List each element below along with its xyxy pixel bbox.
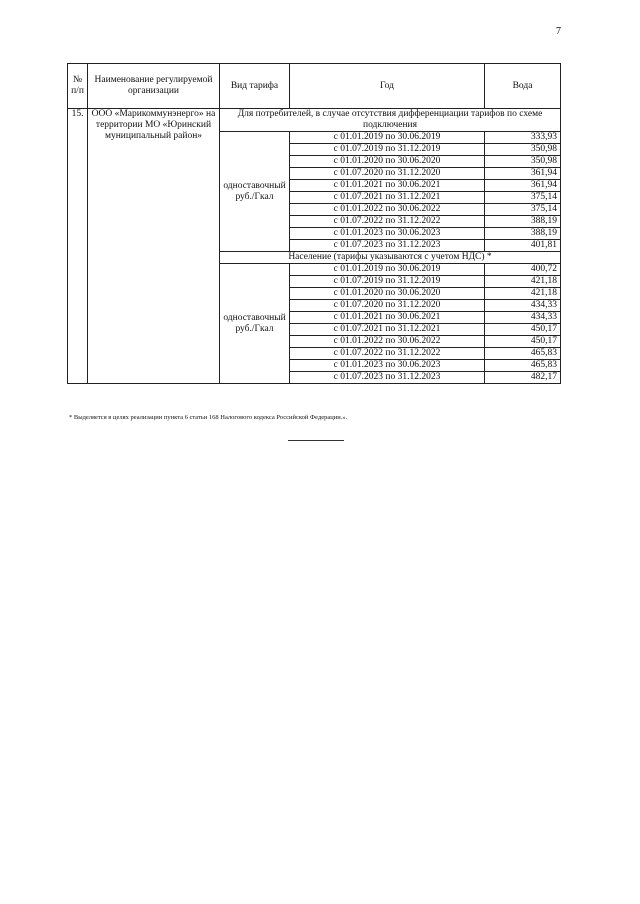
section-title: Население (тарифы указываются с учетом НДС) * xyxy=(220,252,561,264)
header-type: Вид тарифа xyxy=(220,64,290,109)
header-year: Год xyxy=(290,64,485,109)
value-cell: 434,33 xyxy=(485,312,561,324)
period-cell: с 01.01.2022 по 30.06.2022 xyxy=(290,336,485,348)
value-cell: 333,93 xyxy=(485,132,561,144)
period-cell: с 01.07.2022 по 31.12.2022 xyxy=(290,216,485,228)
value-cell: 361,94 xyxy=(485,168,561,180)
value-cell: 400,72 xyxy=(485,264,561,276)
period-cell: с 01.07.2022 по 31.12.2022 xyxy=(290,348,485,360)
period-cell: с 01.07.2021 по 31.12.2021 xyxy=(290,192,485,204)
section-title: Для потребителей, в случае отсутствия дифференциации тарифов по схеме подключения xyxy=(220,109,561,132)
period-cell: с 01.01.2023 по 30.06.2023 xyxy=(290,360,485,372)
period-cell: с 01.01.2023 по 30.06.2023 xyxy=(290,228,485,240)
value-cell: 465,83 xyxy=(485,348,561,360)
period-cell: с 01.07.2019 по 31.12.2019 xyxy=(290,144,485,156)
footnote: * Выделяется в целях реализации пункта 6 статьи 168 Налогового кодекса Российской Федерации.». xyxy=(69,414,348,421)
page-number: 7 xyxy=(556,26,561,37)
period-cell: с 01.01.2019 по 30.06.2019 xyxy=(290,132,485,144)
row-number: 15. xyxy=(68,109,88,384)
value-cell: 350,98 xyxy=(485,144,561,156)
tariff-type: одноставочный руб./Гкал xyxy=(220,132,290,252)
value-cell: 350,98 xyxy=(485,156,561,168)
value-cell: 421,18 xyxy=(485,288,561,300)
tariff-table xyxy=(67,63,561,384)
period-cell: с 01.07.2023 по 31.12.2023 xyxy=(290,372,485,384)
value-cell: 482,17 xyxy=(485,372,561,384)
value-cell: 450,17 xyxy=(485,336,561,348)
period-cell: с 01.07.2020 по 31.12.2020 xyxy=(290,168,485,180)
value-cell: 401,81 xyxy=(485,240,561,252)
period-cell: с 01.07.2021 по 31.12.2021 xyxy=(290,324,485,336)
period-cell: с 01.07.2023 по 31.12.2023 xyxy=(290,240,485,252)
period-cell: с 01.01.2020 по 30.06.2020 xyxy=(290,288,485,300)
period-cell: с 01.07.2019 по 31.12.2019 xyxy=(290,276,485,288)
period-cell: с 01.01.2020 по 30.06.2020 xyxy=(290,156,485,168)
value-cell: 361,94 xyxy=(485,180,561,192)
organization-name: ООО «Марикоммунэнерго» на территории МО «Юринский муниципальный район» xyxy=(88,109,220,384)
period-cell: с 01.01.2021 по 30.06.2021 xyxy=(290,312,485,324)
value-cell: 388,19 xyxy=(485,228,561,240)
end-rule xyxy=(288,440,344,441)
period-cell: с 01.01.2021 по 30.06.2021 xyxy=(290,180,485,192)
value-cell: 421,18 xyxy=(485,276,561,288)
period-cell: с 01.07.2020 по 31.12.2020 xyxy=(290,300,485,312)
period-cell: с 01.01.2019 по 30.06.2019 xyxy=(290,264,485,276)
value-cell: 388,19 xyxy=(485,216,561,228)
value-cell: 434,33 xyxy=(485,300,561,312)
header-num: № п/п xyxy=(68,64,88,109)
header-org: Наименование регулируемой организации xyxy=(88,64,220,109)
header-value: Вода xyxy=(485,64,561,109)
period-cell: с 01.01.2022 по 30.06.2022 xyxy=(290,204,485,216)
value-cell: 375,14 xyxy=(485,192,561,204)
header-row xyxy=(68,64,561,109)
section-row xyxy=(68,109,561,132)
value-cell: 465,83 xyxy=(485,360,561,372)
value-cell: 375,14 xyxy=(485,204,561,216)
tariff-type: одноставочный руб./Гкал xyxy=(220,264,290,384)
value-cell: 450,17 xyxy=(485,324,561,336)
